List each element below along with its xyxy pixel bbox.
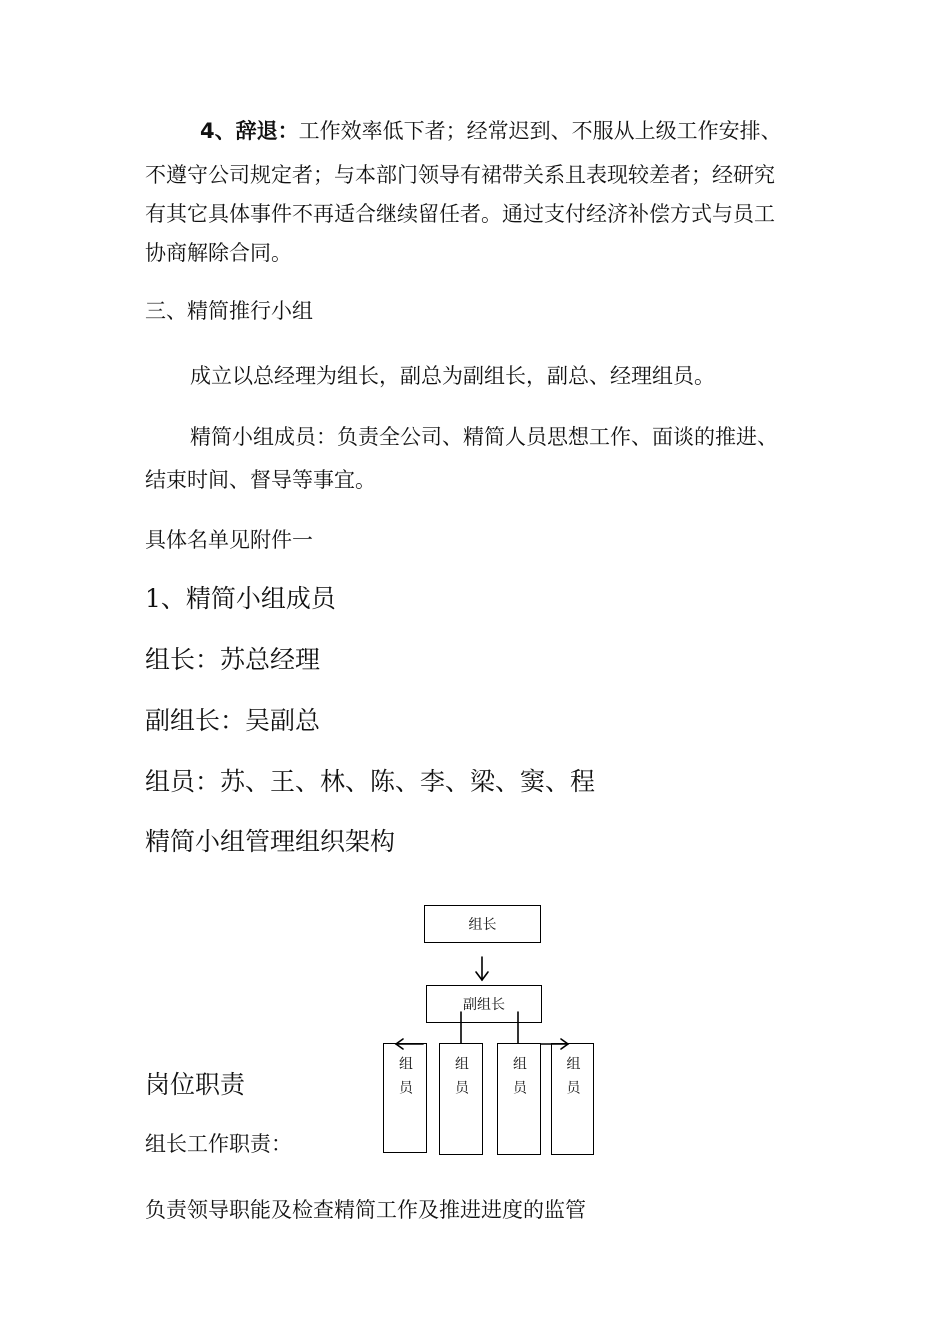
section-4-label: 4、辞退：	[200, 119, 299, 143]
org-box-member-2-label: 组员	[453, 1056, 469, 1104]
members-staff: 组员：苏、王、林、陈、李、梁、窦、程	[145, 767, 596, 796]
section-3-heading: 三、精简推行小组	[145, 299, 313, 323]
org-box-member-1	[383, 1043, 427, 1153]
arrow-leader-to-deputy-head	[476, 972, 488, 980]
org-box-member-4	[551, 1043, 594, 1155]
duties-heading: 岗位职责	[145, 1070, 246, 1099]
section-3-para-2-line-1: 精简小组成员：负责全公司、精简人员思想工作、面谈的推进、	[190, 425, 778, 449]
org-box-member-1-label: 组员	[397, 1056, 413, 1104]
org-box-leader	[424, 905, 541, 943]
org-box-deputy-label: 副组长	[463, 997, 505, 1013]
members-deputy: 副组长：吴副总	[145, 706, 321, 735]
section-4-line-3: 有其它具体事件不再适合继续留任者。通过支付经济补偿方式与员工	[145, 202, 775, 226]
org-box-member-3	[497, 1043, 541, 1155]
org-chart-heading: 精简小组管理组织架构	[145, 827, 396, 856]
section-4-line-4: 协商解除合同。	[145, 241, 292, 265]
members-leader: 组长：苏总经理	[145, 645, 321, 674]
section-4-line-2: 不遵守公司规定者；与本部门领导有裙带关系且表现较差者；经研究	[145, 163, 775, 187]
leader-duty-title: 组长工作职责：	[145, 1132, 292, 1156]
section-4-line-1	[200, 119, 782, 143]
org-box-member-3-label: 组员	[511, 1056, 527, 1104]
appendix-note: 具体名单见附件一	[145, 528, 313, 552]
org-box-leader-label: 组长	[468, 917, 497, 933]
section-3-para-1: 成立以总经理为组长，副总为副组长，副总、经理组员。	[190, 364, 715, 388]
section-4-text: 工作效率低下者；经常迟到、不服从上级工作安排、	[298, 119, 782, 143]
section-3-para-2-line-2: 结束时间、督导等事宜。	[145, 468, 376, 492]
members-heading: 1、精简小组成员	[145, 584, 336, 613]
org-box-deputy	[426, 985, 542, 1023]
org-box-member-4-label: 组员	[564, 1056, 581, 1104]
org-box-member-2	[439, 1043, 483, 1155]
leader-duty-text: 负责领导职能及检查精简工作及推进进度的监管	[145, 1198, 586, 1222]
